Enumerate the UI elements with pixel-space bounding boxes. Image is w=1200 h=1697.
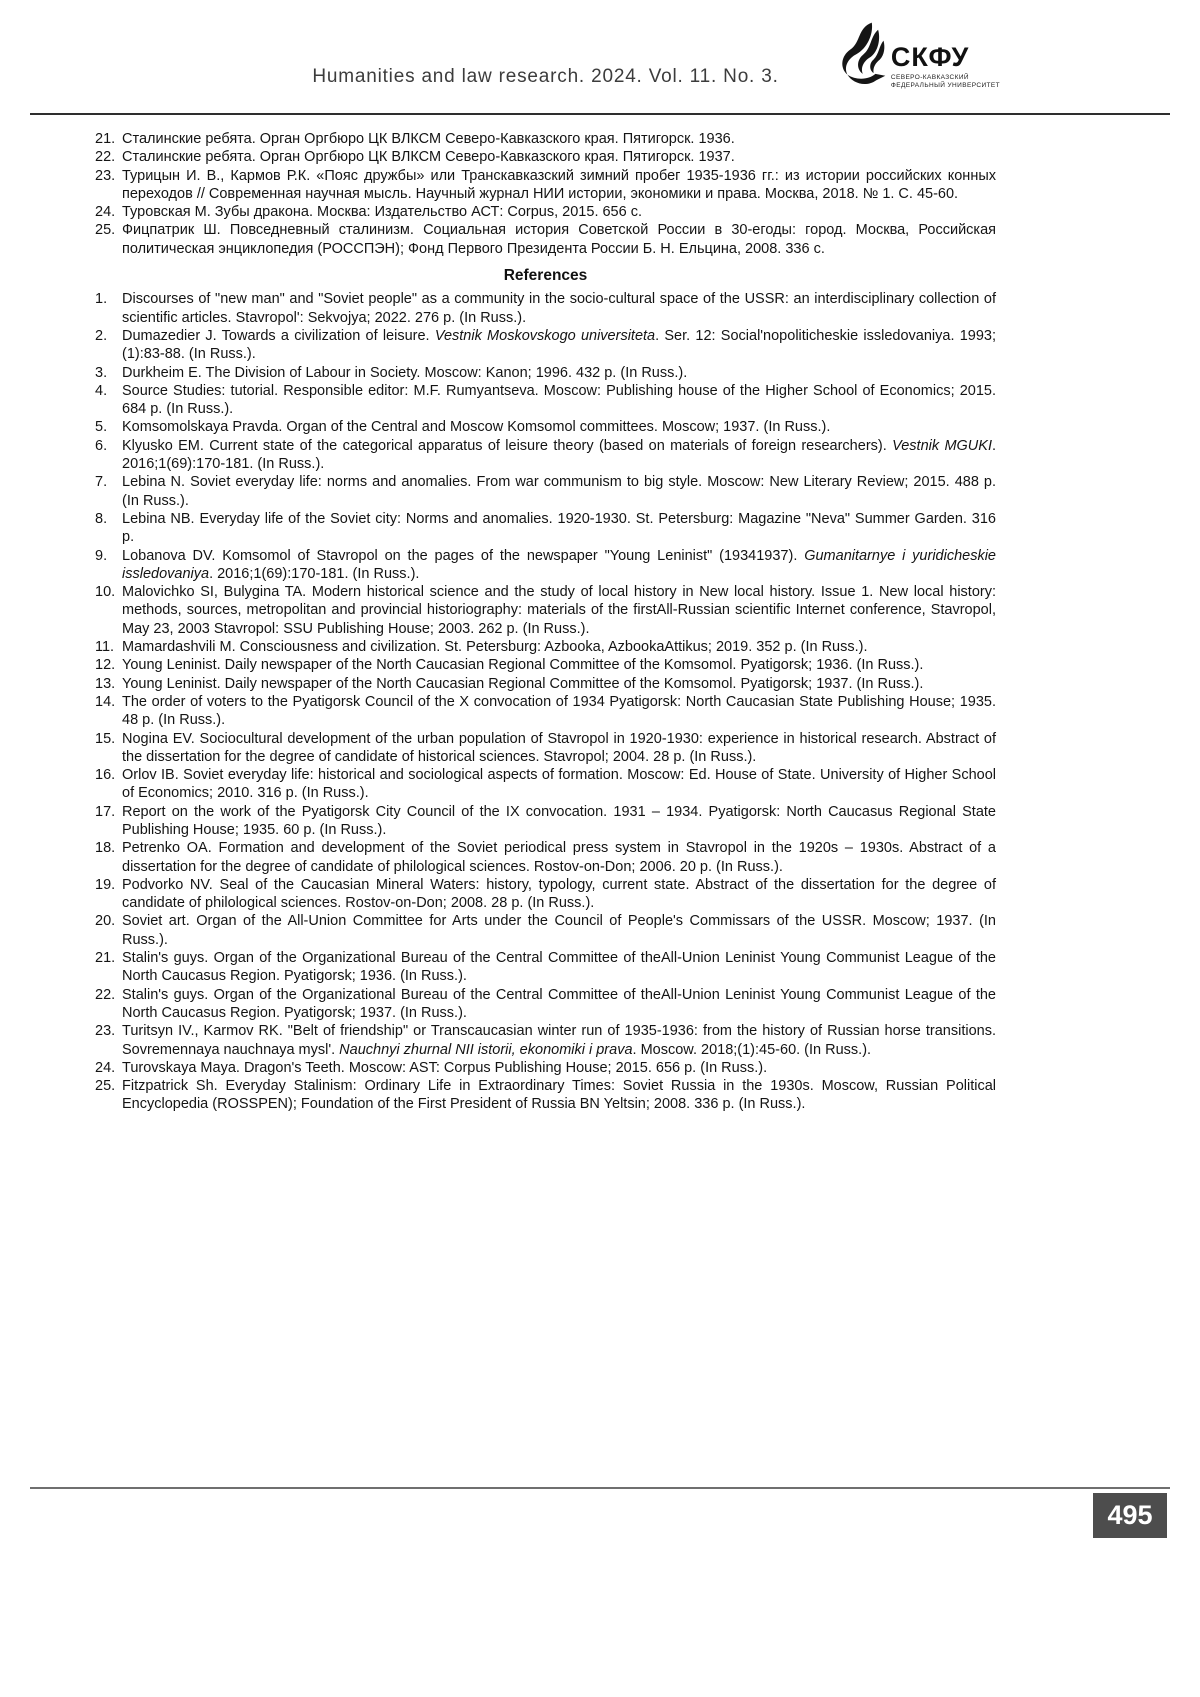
- reference-text: Nogina EV. Sociocultural development of the urban population of Stavropol in 1920-1930: experience in historical research. Abstract of the dissertation for the degree of candidate of historical sciences. Stavropol; 2004. 28 p. (In Russ.).: [122, 730, 996, 765]
- reference-item: [95, 730, 996, 767]
- reference-item: [95, 1077, 996, 1114]
- reference-number: 12.: [95, 657, 116, 674]
- reference-text: Malovichko SI, Bulygina TA. Modern historical science and the study of local history in New local history. Issue 1. New local history: methods, sources, metropolitan and provincial historiography: materials of the firstAll-Russian scientific Internet conference, Stavropol, May 23, 2003 Stavropol: SSU Publishing House; 2003. 262 p. (In Russ.).: [122, 584, 996, 637]
- reference-text: Сталинские ребята. Орган Оргбюро ЦК ВЛКСМ Северо-Кавказского края. Пятигорск. 1937.: [122, 149, 735, 166]
- reference-number: 11.: [95, 639, 115, 656]
- reference-number: 25.: [95, 1078, 116, 1095]
- reference-text: Stalin's guys. Organ of the Organizational Bureau of the Central Committee of theAll-Union Leninist Young Communist League of the North Caucasus Region. Pyatigorsk; 1937. (In Russ.).: [122, 986, 996, 1021]
- reference-text: Туровская М. Зубы дракона. Москва: Издательство АСТ: Corpus, 2015. 656 с.: [122, 204, 642, 221]
- logo-text-block: [890, 41, 1000, 90]
- reference-text: Petrenko OA. Formation and development of the Soviet periodical press system in Stavropol in the 1920s – 1930s. Abstract of a dissertation for the degree of candidate of philological sciences. Rostov-on-Don; 2006. 20 p. (In Russ.).: [122, 840, 996, 875]
- reference-text: Сталинские ребята. Орган Оргбюро ЦК ВЛКСМ Северо-Кавказского края. Пятигорск. 1936.: [122, 131, 735, 147]
- reference-item: [95, 130, 996, 148]
- reference-item: [95, 1022, 996, 1059]
- logo-caption-line1: СЕВЕРО-КАВКАЗСКИЙ: [890, 73, 969, 81]
- reference-text: Lebina N. Soviet everyday life: norms and anomalies. From war communism to big style. Moscow: New Literary Review; 2015. 488 p. (In Russ.).: [122, 474, 996, 509]
- reference-number: 10.: [95, 584, 116, 601]
- reference-item: [95, 148, 996, 166]
- reference-number: 21.: [95, 950, 116, 967]
- reference-text: Stalin's guys. Organ of the Organizational Bureau of the Central Committee of theAll-Union Leninist Young Communist League of the North Caucasus Region. Pyatigorsk; 1936. (In Russ.).: [122, 950, 996, 985]
- reference-number: 18.: [95, 840, 116, 857]
- reference-item: [95, 766, 996, 803]
- reference-number: 15.: [95, 730, 116, 747]
- reference-item: [95, 986, 996, 1023]
- reference-item: [95, 167, 996, 204]
- reference-number: 8.: [95, 510, 108, 527]
- reference-item: [95, 290, 996, 327]
- reference-text: The order of voters to the Pyatigorsk Council of the X convocation of 1934 Pyatigorsk: North Caucasian State Publishing House; 1935. 48 p. (In Russ.).: [122, 693, 996, 729]
- reference-item: [95, 949, 996, 986]
- reference-text: Durkheim E. The Division of Labour in Society. Moscow: Kanon; 1996. 432 p. (In Russ.).: [122, 364, 688, 381]
- reference-text: Orlov IB. Soviet everyday life: historical and sociological aspects of formation. Moscow: Ed. House of State. University of Higher School of Economics; 2010. 316 p. (In Russ.).: [122, 767, 996, 802]
- reference-item: [95, 547, 996, 584]
- reference-item: [95, 437, 996, 474]
- reference-item: [95, 675, 996, 693]
- reference-text: Turovskaya Maya. Dragon's Teeth. Moscow: AST: Corpus Publishing House; 2015. 656 p. (In Russ.).: [122, 1059, 768, 1076]
- references-heading: References: [503, 267, 588, 285]
- reference-number: 5.: [95, 419, 108, 436]
- reference-item: [95, 473, 996, 510]
- reference-text: Mamardashvili M. Consciousness and civilization. St. Petersburg: Azbooka, AzbookaAttikus; 2019. 352 p. (In Russ.).: [122, 639, 868, 656]
- reference-number: 1.: [95, 291, 108, 308]
- reference-number: 24.: [95, 1059, 116, 1076]
- reference-number: 6.: [95, 437, 108, 454]
- reference-text: Discourses of "new man" and "Soviet people" as a community in the socio-cultural space of the USSR: an interdisciplinary collection of scientific articles. Stavropol': Sekvojya; 2022. 276 p. (In Russ.).: [122, 291, 996, 326]
- swan-logo-icon: [834, 20, 888, 90]
- reference-item: [95, 912, 996, 949]
- reference-text: Turitsyn IV., Karmov RK. "Belt of friendship" or Transcaucasian winter run of 1935-1936: from the history of Russian horse transitions. Sovremennaya nauchnaya mysl'. Nauchnyi zhurnal NII istorii, ekonomiki i prava. Moscow. 2018;(1):45-60. (In Russ.).: [122, 1023, 996, 1058]
- references-content: [95, 130, 996, 1114]
- reference-number: 7.: [95, 474, 108, 491]
- reference-text: Young Leninist. Daily newspaper of the North Caucasian Regional Committee of the Komsomol. Pyatigorsk; 1936. (In Russ.).: [122, 657, 924, 674]
- reference-number: 22.: [95, 149, 116, 166]
- reference-number: 13.: [95, 675, 116, 692]
- reference-item: [95, 382, 996, 419]
- reference-item: [95, 656, 996, 674]
- reference-item: [95, 1059, 996, 1077]
- russian-references-list: [95, 130, 996, 258]
- reference-item: [95, 327, 996, 364]
- logo-caption: [891, 74, 1000, 90]
- reference-text: Фицпатрик Ш. Повседневный сталинизм. Социальная история Советской России в 30-егоды: город. Москва, Российская политическая энциклопедия (РОССПЭН); Фонд Первого Президента России Б. Н. Ельцина, 2008. 336 с.: [122, 222, 996, 257]
- university-logo: [834, 20, 1000, 90]
- reference-item: [95, 510, 996, 547]
- reference-item: [95, 583, 996, 638]
- logo-caption-line2: ФЕДЕРАЛЬНЫЙ УНИВЕРСИТЕТ: [890, 81, 1000, 89]
- reference-number: 21.: [95, 131, 116, 147]
- reference-number: 23.: [95, 1023, 116, 1040]
- reference-item: [95, 803, 996, 840]
- reference-number: 14.: [95, 693, 116, 710]
- reference-text: Klyusko EM. Current state of the categorical apparatus of leisure theory (based on materials of foreign researchers). Vestnik MGUKI. 2016;1(69):170-181. (In Russ.).: [122, 437, 996, 473]
- reference-number: 4.: [95, 382, 108, 399]
- reference-text: Komsomolskaya Pravda. Organ of the Central and Moscow Komsomol committees. Moscow; 1937. (In Russ.).: [122, 419, 831, 436]
- reference-text: Soviet art. Organ of the All-Union Committee for Arts under the Council of People's Commissars of the USSR. Moscow; 1937. (In Russ.).: [122, 913, 996, 948]
- reference-text: Dumazedier J. Towards a civilization of leisure. Vestnik Moskovskogo universiteta. Ser. 12: Social'nopoliticheskie issledovaniya. 1993;(1):83-88. (In Russ.).: [122, 327, 997, 363]
- reference-number: 9.: [95, 547, 108, 564]
- journal-title: Humanities and law research. 2024. Vol. 11. No. 3.: [312, 66, 779, 87]
- reference-number: 22.: [95, 986, 116, 1003]
- reference-number: 3.: [95, 364, 108, 381]
- reference-number: 19.: [95, 876, 116, 893]
- reference-text: Fitzpatrick Sh. Everyday Stalinism: Ordinary Life in Extraordinary Times: Soviet Russia in the 1930s. Moscow, Russian Political Encyclopedia (ROSSPEN); Foundation of the First President of Russia BN Yeltsin; 2008. 336 p. (In Russ.).: [122, 1078, 996, 1113]
- reference-number: 2.: [95, 327, 108, 344]
- reference-item: [95, 418, 996, 436]
- reference-item: [95, 638, 996, 656]
- footer-divider: [30, 1487, 1170, 1489]
- reference-item: [95, 364, 996, 382]
- reference-text: Lobanova DV. Komsomol of Stavropol on the pages of the newspaper "Young Leninist" (19341937). Gumanitarnye i yuridicheskie issledovaniya. 2016;1(69):170-181. (In Russ.).: [122, 547, 996, 582]
- reference-text: Lebina NB. Everyday life of the Soviet city: Norms and anomalies. 1920-1930. St. Petersburg: Magazine "Neva" Summer Garden. 316 p.: [122, 510, 996, 546]
- reference-item: [95, 221, 996, 258]
- logo-acronym: СКФУ: [890, 41, 970, 72]
- reference-item: [95, 693, 996, 730]
- reference-item: [95, 203, 996, 221]
- page-number-badge: 495: [1093, 1493, 1167, 1538]
- reference-item: [95, 839, 996, 876]
- header-divider: [30, 113, 1170, 115]
- reference-text: Report on the work of the Pyatigorsk City Council of the IX convocation. 1931 – 1934. Pyatigorsk: North Caucasus Regional State Publishing House; 1935. 60 p. (In Russ.).: [122, 803, 996, 838]
- reference-number: 17.: [95, 803, 116, 820]
- english-references-list: [95, 290, 996, 1113]
- reference-text: Young Leninist. Daily newspaper of the North Caucasian Regional Committee of the Komsomol. Pyatigorsk; 1937. (In Russ.).: [122, 675, 924, 692]
- reference-text: Source Studies: tutorial. Responsible editor: M.F. Rumyantseva. Moscow: Publishing house of the Higher School of Economics; 2015. 684 p. (In Russ.).: [122, 382, 996, 418]
- reference-number: 23.: [95, 167, 116, 184]
- reference-text: Турицын И. В., Кармов Р.К. «Пояс дружбы» или Транскавказский зимний пробег 1935-1936 гг.: из истории российских конных переходов // Современная научная мысль. Научный журнал НИИ истории, экономики и права. Москва, 2018. № 1. С. 45-60.: [122, 167, 996, 202]
- reference-item: [95, 876, 996, 913]
- reference-number: 24.: [95, 204, 116, 221]
- reference-number: 20.: [95, 913, 116, 930]
- reference-number: 25.: [95, 222, 116, 239]
- reference-number: 16.: [95, 767, 116, 784]
- reference-text: Podvorko NV. Seal of the Caucasian Mineral Waters: history, typology, current state. Abstract of the dissertation for the degree of candidate of philological sciences. Rostov-on-Don; 2008. 28 p. (In Russ.).: [122, 876, 996, 912]
